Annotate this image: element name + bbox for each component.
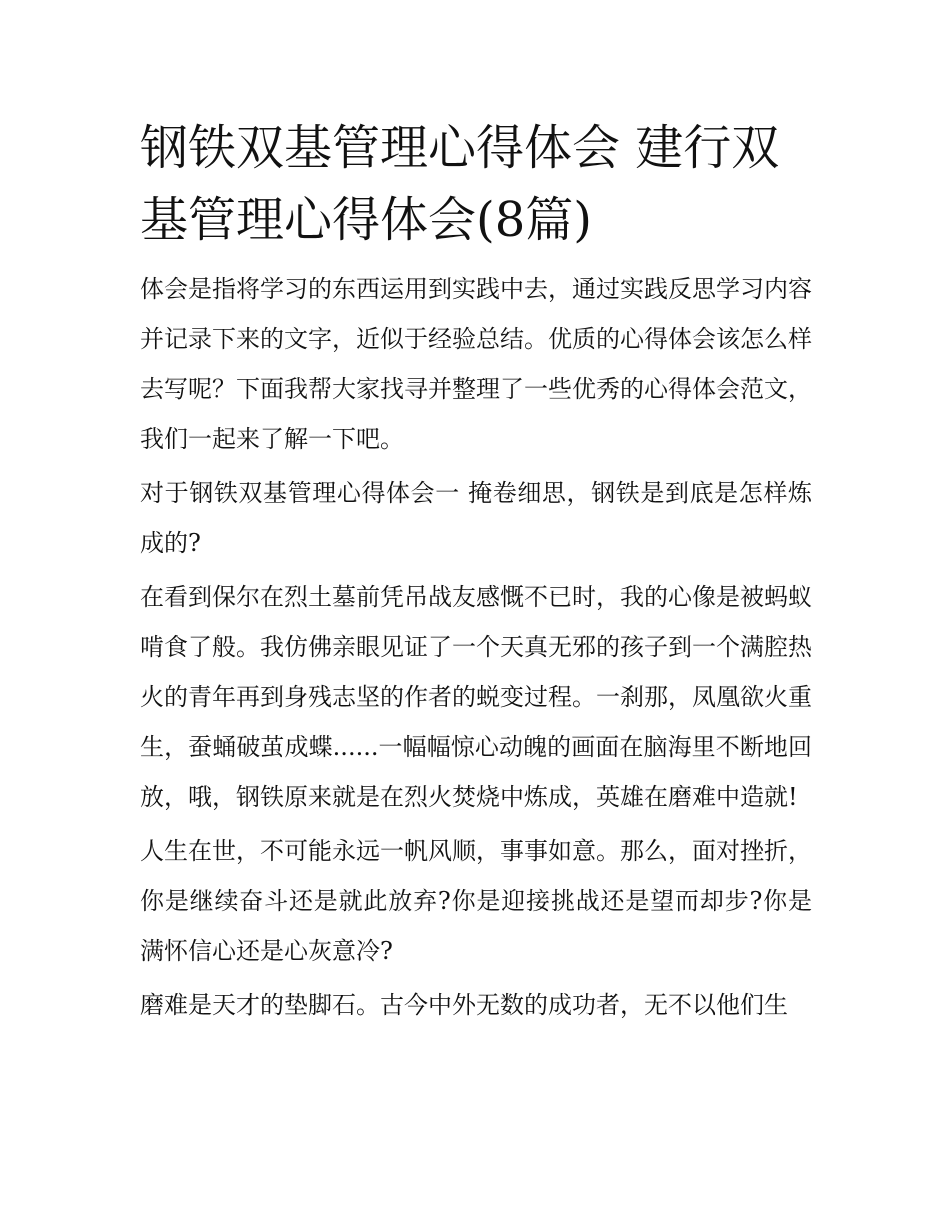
paragraph-paul-story: 在看到保尔在烈土墓前凭吊战友感慨不已时，我的心像是被蚂蚁啃食了般。我仿佛亲眼见证了一个天真无邪的孩子到一个满腔热火的青年再到身残志坚的作者的蜕变过程。一刹那，凤凰欲火重生，蚕蛹破茧成蝶......一幅幅惊心动魄的画面在脑海里不断地回放，哦，钢铁原来就是在烈火焚烧中炼成，英雄在磨难中造就! bbox=[140, 583, 812, 811]
paragraph-intro: 体会是指将学习的东西运用到实践中去，通过实践反思学习内容并记录下来的文字，近似于经验总结。优质的心得体会该怎么样去写呢？下面我帮大家找寻并整理了一些优秀的心得体会范文，我们一起来了解一下吧。 bbox=[140, 275, 812, 453]
document-title: 钢铁双基管理心得体会 建行双基管理心得体会(8篇) bbox=[140, 120, 780, 248]
paragraph-section-one-heading: 对于钢铁双基管理心得体会一 掩卷细思，钢铁是到底是怎样炼成的? bbox=[140, 479, 812, 557]
paragraph-hardship: 磨难是天才的垫脚石。古今中外无数的成功者，无不以他们生 bbox=[140, 991, 788, 1019]
document-body bbox=[140, 112, 812, 1034]
paragraph-life-questions: 人生在世，不可能永远一帆风顺，事事如意。那么，面对挫折，你是继续奋斗还是就此放弃?你是迎接挑战还是望而却步?你是满怀信心还是心灰意冷? bbox=[140, 837, 812, 965]
